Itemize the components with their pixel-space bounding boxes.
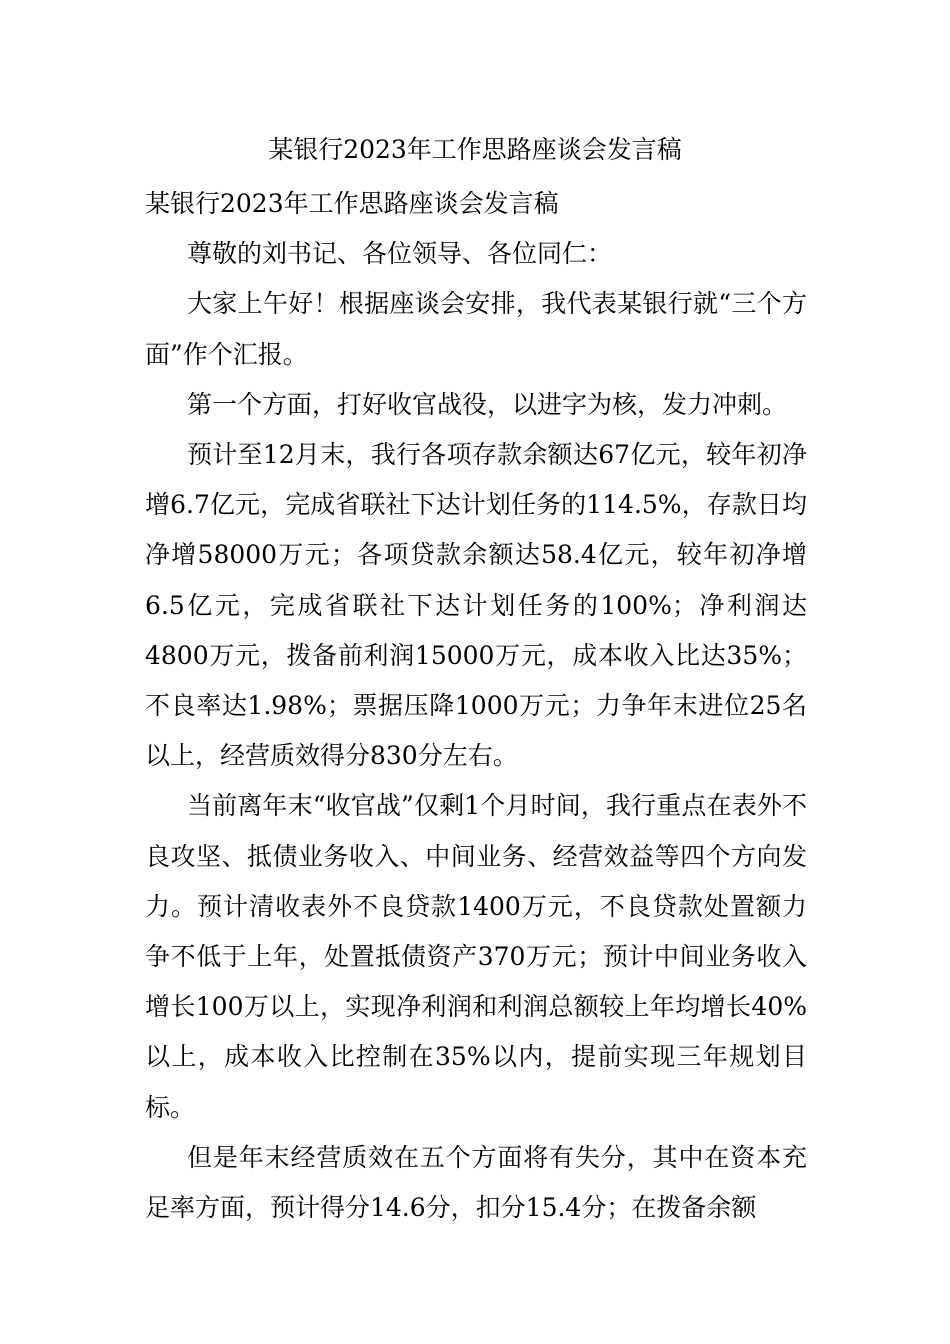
document-body [145,179,807,1233]
paragraph-shortfall: 但是年末经营质效在五个方面将有失分，其中在资本充足率方面，预计得分14.6分，扣分15.4分；在拨备余额 [145,1142,807,1223]
paragraph-section-one: 第一个方面，打好收官战役，以进字为核，发力冲刺。 [187,389,788,419]
paragraph-heading-repeat: 某银行2023年工作思路座谈会发言稿 [145,189,559,218]
paragraph-focus: 当前离年末“收官战”仅剩1个月时间，我行重点在表外不良攻坚、抵债业务收入、中间业务、经营效益等四个方向发力。预计清收表外不良贷款1400万元，不良贷款处置额力争不低于上年，处置抵债资产370万元；预计中间业务收入增长100万以上，实现净利润和利润总额较上年均增长40%以上，成本收入比控制在35%以内，提前实现三年规划目标。 [145,791,807,1122]
paragraph-salutation: 尊敬的刘书记、各位领导、各位同仁： [187,239,613,269]
paragraph-greeting: 大家上午好！根据座谈会安排，我代表某银行就“三个方面”作个汇报。 [145,289,807,369]
document-title: 某银行2023年工作思路座谈会发言稿 [268,135,682,164]
paragraph-forecast: 预计至12月末，我行各项存款余额达67亿元，较年初净增6.7亿元，完成省联社下达计划任务的114.5%，存款日均净增58000万元；各项贷款余额达58.4亿元，较年初净增6.5亿元，完成省联社下达计划任务的100%；净利润达4800万元，拨备前利润15000万元，成本收入比达35%；不良率达1.98%；票据压降1000万元；力争年末进位25名以上，经营质效得分830分左右。 [145,440,807,771]
